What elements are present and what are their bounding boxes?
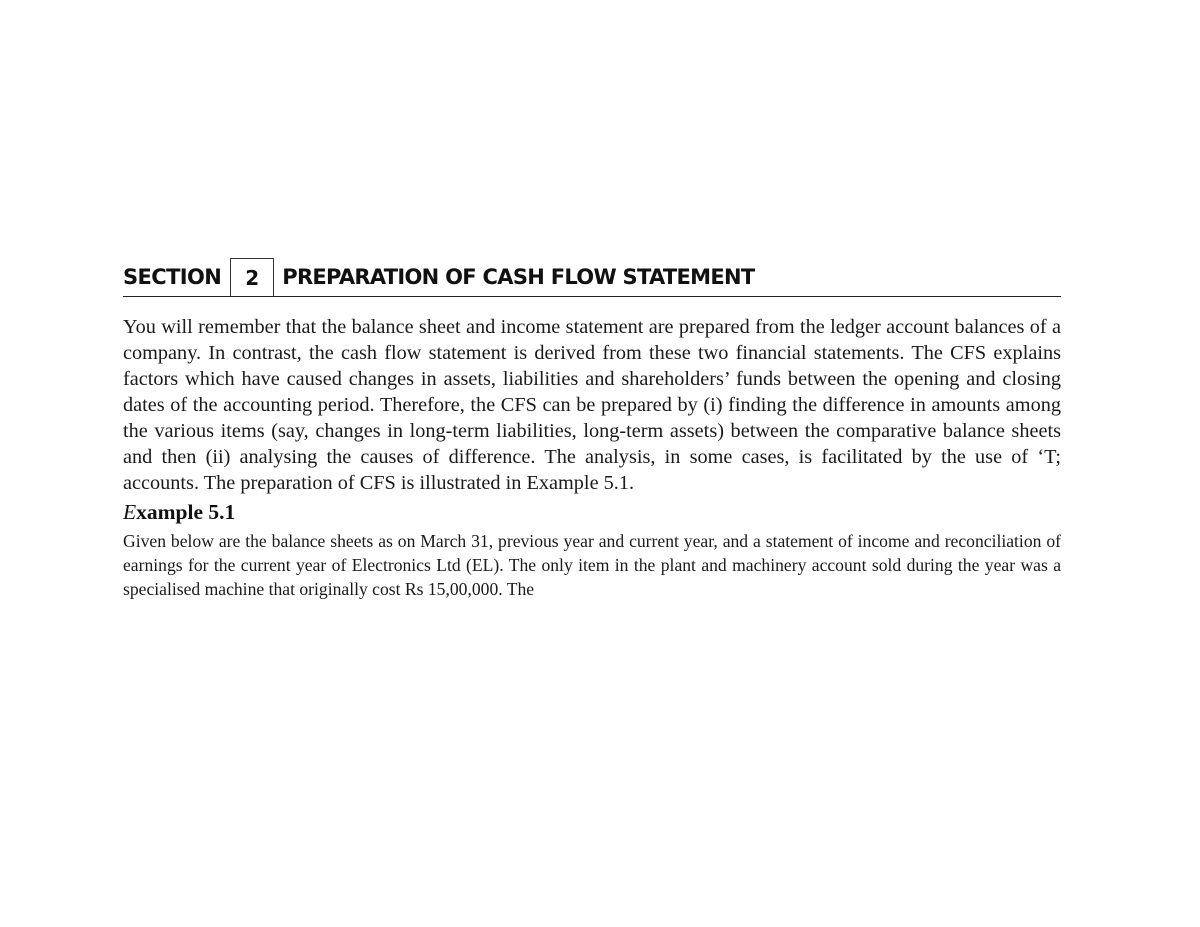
example-heading-initial: E (123, 500, 137, 524)
intro-paragraph: You will remember that the balance sheet and income statement are prepared from the ledger account balances of a company. In contrast, the cash flow statement is derived from these two financial statements. The CFS explains factors which have caused changes in assets, liabilities and shareholders’ funds between the opening and closing dates of the accounting period. Therefore, the CFS can be prepared by (i) finding the difference in amounts among the various items (say, changes in long-term liabilities, long-term assets) between the comparative balance sheets and then (ii) analysing the causes of difference. The analysis, in some cases, is facilitated by the use of ‘T; accounts. The preparation of CFS is illustrated in Example 5.1. (123, 316, 1061, 494)
example-heading-rest: xample 5.1 (136, 500, 236, 524)
document-page (123, 258, 1061, 601)
section-number-box: 2 (230, 258, 274, 296)
section-label: SECTION (123, 265, 222, 289)
section-header (123, 258, 1061, 297)
example-paragraph: Given below are the balance sheets as on March 31, previous year and current year, and a statement of income and reconciliation of earnings for the current year of Electronics Ltd (EL). The only item in the plant and machinery account sold during the year was a specialised machine that originally cost Rs 15,00,000. The (123, 531, 1061, 599)
example-heading (123, 499, 1061, 525)
section-title: PREPARATION OF CASH FLOW STATEMENT (282, 265, 755, 289)
